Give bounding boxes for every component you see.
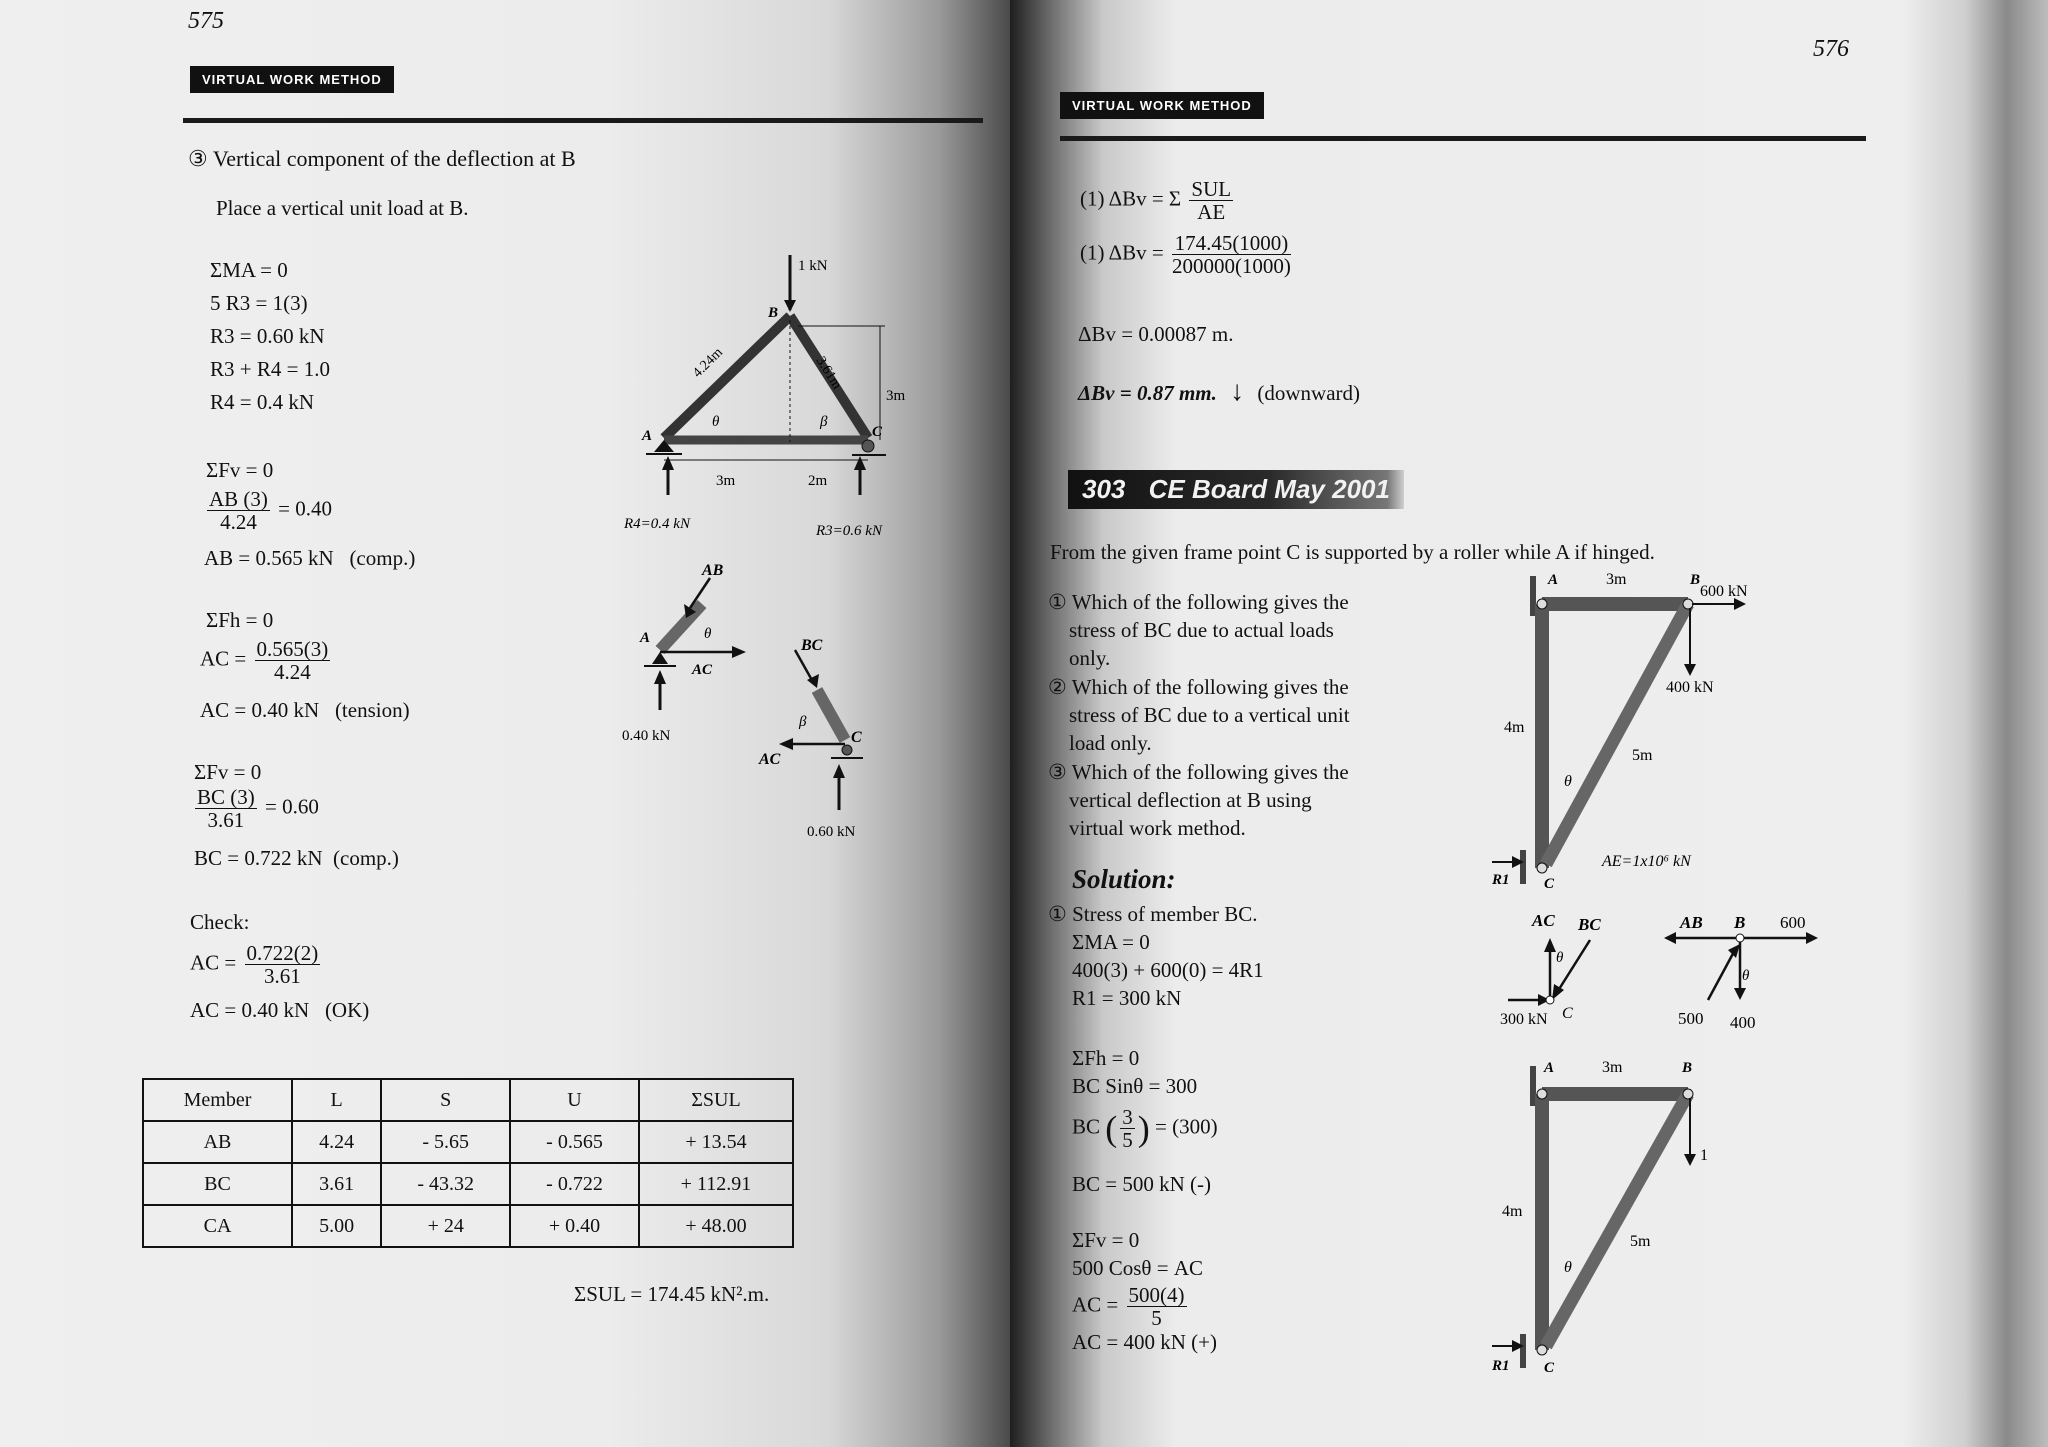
fbd-joint-c-actual	[1500, 900, 1640, 1040]
header-rule	[183, 118, 983, 123]
table-cell: 4.24	[292, 1121, 381, 1163]
check-label: Check:	[190, 910, 250, 934]
eq-line: R3 + R4 = 1.0	[210, 357, 330, 381]
sul-table	[142, 1078, 794, 1248]
header-rule	[1060, 136, 1866, 141]
truss-node-c: C	[872, 424, 883, 440]
right-page	[1010, 0, 2048, 1447]
eq-line: ΣFv = 0	[206, 458, 274, 482]
table-header: U	[510, 1079, 639, 1121]
sol-line: ΣFv = 0	[1072, 1228, 1140, 1252]
table-cell: 5.00	[292, 1205, 381, 1247]
fbd2-horizontal: 600	[1780, 913, 1806, 932]
table-cell: CA	[143, 1205, 292, 1247]
truss-r3: R3=0.6 kN	[816, 523, 882, 539]
truss-node-a: A	[642, 428, 653, 444]
deflection-eq: (1) ΔBv = Σ $\frac{\text{SUL}}{AE}$	[1080, 177, 1232, 225]
question-1: ① Which of the following gives the stress of BC due to actual loads only.	[1048, 590, 1349, 670]
deflection-result-mm: ΔBv = 0.87 mm. ↓ (downward)	[1078, 376, 1361, 407]
fbd-c-bc: BC	[801, 637, 823, 654]
table-cell: + 24	[381, 1205, 510, 1247]
frame1-top-length: 3m	[1606, 571, 1627, 588]
fbd-joint-a	[620, 560, 760, 750]
frame2-node-c: C	[1544, 1360, 1555, 1376]
fbd-joint-b-actual	[1660, 904, 1840, 1044]
truss-right-span: 2m	[808, 473, 828, 489]
instruction: Place a vertical unit load at B.	[216, 196, 469, 220]
fbd1-force: 300 kN	[1500, 1011, 1548, 1028]
fbd-a-ab: AB	[702, 562, 724, 579]
page-number: 575	[188, 8, 224, 34]
fbd-c-ac: AC	[759, 751, 781, 768]
truss-diagram	[620, 250, 920, 550]
truss-load-label: 1 kN	[798, 258, 828, 274]
frame2-diag-length: 5m	[1630, 1233, 1651, 1250]
eq-line: ΣMA = 0	[210, 258, 288, 282]
page-number: 576	[1813, 36, 1849, 62]
table-cell: - 0.722	[510, 1163, 639, 1205]
table-header: Member	[143, 1079, 292, 1121]
table-header-row	[143, 1079, 793, 1121]
frame-diagram-unit	[1480, 1050, 1830, 1380]
table-header: S	[381, 1079, 510, 1121]
eq-line: ΣFh = 0	[206, 608, 274, 632]
fbd-c-node: C	[851, 729, 862, 746]
frame1-node-c: C	[1544, 876, 1555, 890]
header-label: VIRTUAL WORK METHOD	[1060, 92, 1264, 119]
table-cell: BC	[143, 1163, 292, 1205]
fbd-joint-c	[755, 630, 905, 850]
frame1-side-length: 4m	[1504, 719, 1525, 736]
truss-theta: θ	[712, 414, 720, 430]
sol-line: AC = 400 kN (+)	[1072, 1330, 1218, 1354]
left-page	[0, 0, 1010, 1447]
truss-node-b: B	[768, 305, 779, 321]
fbd1-node-c: C	[1562, 1005, 1573, 1022]
sol-line: 500 Cosθ = AC	[1072, 1256, 1204, 1280]
header-label: VIRTUAL WORK METHOD	[190, 66, 394, 93]
down-arrow-icon: ↓	[1230, 376, 1245, 407]
frame2-unit-load: 1	[1700, 1147, 1708, 1164]
fbd2-theta: θ	[1742, 968, 1750, 984]
fbd-c-reaction: 0.60 kN	[807, 824, 856, 840]
fraction-eq: AC = $\frac{0.565(3)}{4.24}$	[200, 637, 329, 685]
sol-line: BC Sinθ = 300	[1072, 1074, 1198, 1098]
fbd-a-theta: θ	[704, 626, 712, 642]
fbd-a-node: A	[640, 630, 651, 646]
problem-title: CE Board May 2001	[1148, 474, 1390, 504]
table-row	[143, 1205, 793, 1247]
frame1-diag-length: 5m	[1632, 747, 1653, 764]
table-header: ΣSUL	[639, 1079, 793, 1121]
sol-line: BC = 500 kN (-)	[1072, 1172, 1212, 1196]
truss-ab-length: 4.24m	[690, 345, 726, 381]
table-cell: + 48.00	[639, 1205, 793, 1247]
frame2-node-b: B	[1682, 1060, 1693, 1076]
table-cell: 3.61	[292, 1163, 381, 1205]
frame1-node-a: A	[1548, 572, 1559, 588]
deflection-eq: (1) ΔBv = $\frac{174.45(1000)}{200000(1000)}$	[1080, 231, 1291, 279]
sol-line: ① Stress of member BC.	[1048, 902, 1258, 926]
frame1-load-horizontal: 600 kN	[1700, 583, 1748, 600]
eq-line: R3 = 0.60 kN	[210, 324, 325, 348]
result-line: AC = 0.40 kN (OK)	[190, 998, 370, 1022]
frame1-r1: R1	[1492, 872, 1510, 888]
problem-number: 303	[1082, 474, 1126, 504]
table-cell: - 0.565	[510, 1121, 639, 1163]
sol-line: ΣMA = 0	[1072, 930, 1150, 954]
fraction-eq: AC = $\frac{500(4)}{5}$	[1072, 1283, 1185, 1331]
problem-banner	[1068, 470, 1404, 509]
fraction-eq: AC = $\frac{0.722(2)}{3.61}$	[190, 941, 319, 989]
fbd-c-beta: β	[799, 714, 807, 730]
deflection-result: ΔBv = 0.00087 m.	[1078, 322, 1234, 346]
table-total: ΣSUL = 174.45 kN².m.	[574, 1282, 770, 1306]
fbd-a-reaction: 0.40 kN	[622, 728, 671, 744]
truss-bc-length: 3.61m	[812, 354, 845, 393]
table-cell: + 13.54	[639, 1121, 793, 1163]
eq-line: ΣFv = 0	[194, 760, 262, 784]
question-2: ② Which of the following gives the stress of BC due to a vertical unit load only.	[1048, 675, 1350, 755]
truss-beta: β	[820, 414, 828, 430]
problem-intro: From the given frame point C is supported by a roller while A if hinged.	[1050, 540, 1655, 564]
truss-height: 3m	[886, 388, 906, 404]
table-header: L	[292, 1079, 381, 1121]
table-row	[143, 1163, 793, 1205]
fbd2-node-b: B	[1734, 913, 1746, 932]
frame2-node-a: A	[1544, 1060, 1555, 1076]
eq-line: 5 R3 = 1(3)	[210, 291, 308, 315]
eq-line: R4 = 0.4 kN	[210, 390, 315, 414]
frame2-side-length: 4m	[1502, 1203, 1523, 1220]
table-cell: AB	[143, 1121, 292, 1163]
frame-diagram-actual	[1480, 570, 1830, 890]
frame1-node-b: B	[1690, 572, 1701, 588]
solution-title: Solution:	[1072, 864, 1176, 894]
frame1-ae: AE=1x10⁶ kN	[1602, 853, 1691, 870]
frame2-r1: R1	[1492, 1358, 1510, 1374]
sol-line: 400(3) + 600(0) = 4R1	[1072, 958, 1264, 982]
table-cell: - 5.65	[381, 1121, 510, 1163]
table-cell: - 43.32	[381, 1163, 510, 1205]
sol-line: R1 = 300 kN	[1072, 986, 1182, 1010]
fraction-eq: $\frac{AB (3)}{4.24}$ = 0.40	[209, 487, 333, 535]
fbd-a-ac: AC	[692, 662, 713, 678]
frame1-load-vertical: 400 kN	[1666, 679, 1714, 696]
frame2-theta: θ	[1564, 1259, 1572, 1276]
frame1-theta: θ	[1564, 773, 1572, 790]
fraction-eq: BC ( $\frac{3}{5}$ ) = (300)	[1072, 1105, 1218, 1153]
result-line: AB = 0.565 kN (comp.)	[204, 546, 416, 570]
table-row	[143, 1121, 793, 1163]
fbd1-ac: AC	[1532, 911, 1555, 930]
truss-left-span: 3m	[716, 473, 736, 489]
fbd1-bc: BC	[1578, 915, 1601, 934]
section-title: ③ Vertical component of the deflection at B	[188, 146, 576, 171]
fbd1-theta: θ	[1556, 950, 1564, 966]
table-cell: + 112.91	[639, 1163, 793, 1205]
result-line: BC = 0.722 kN (comp.)	[194, 846, 399, 870]
fraction-eq: $\frac{BC (3)}{3.61}$ = 0.60	[197, 785, 319, 833]
sol-line: ΣFh = 0	[1072, 1046, 1140, 1070]
fbd2-ab: AB	[1680, 913, 1703, 932]
question-3: ③ Which of the following gives the vertical deflection at B using virtual work method.	[1048, 760, 1349, 840]
result-line: AC = 0.40 kN (tension)	[200, 698, 410, 722]
table-cell: + 0.40	[510, 1205, 639, 1247]
truss-r4: R4=0.4 kN	[624, 516, 690, 532]
fbd2-v2: 400	[1730, 1013, 1756, 1032]
fbd2-v1: 500	[1678, 1009, 1704, 1028]
frame2-top-length: 3m	[1602, 1059, 1623, 1076]
